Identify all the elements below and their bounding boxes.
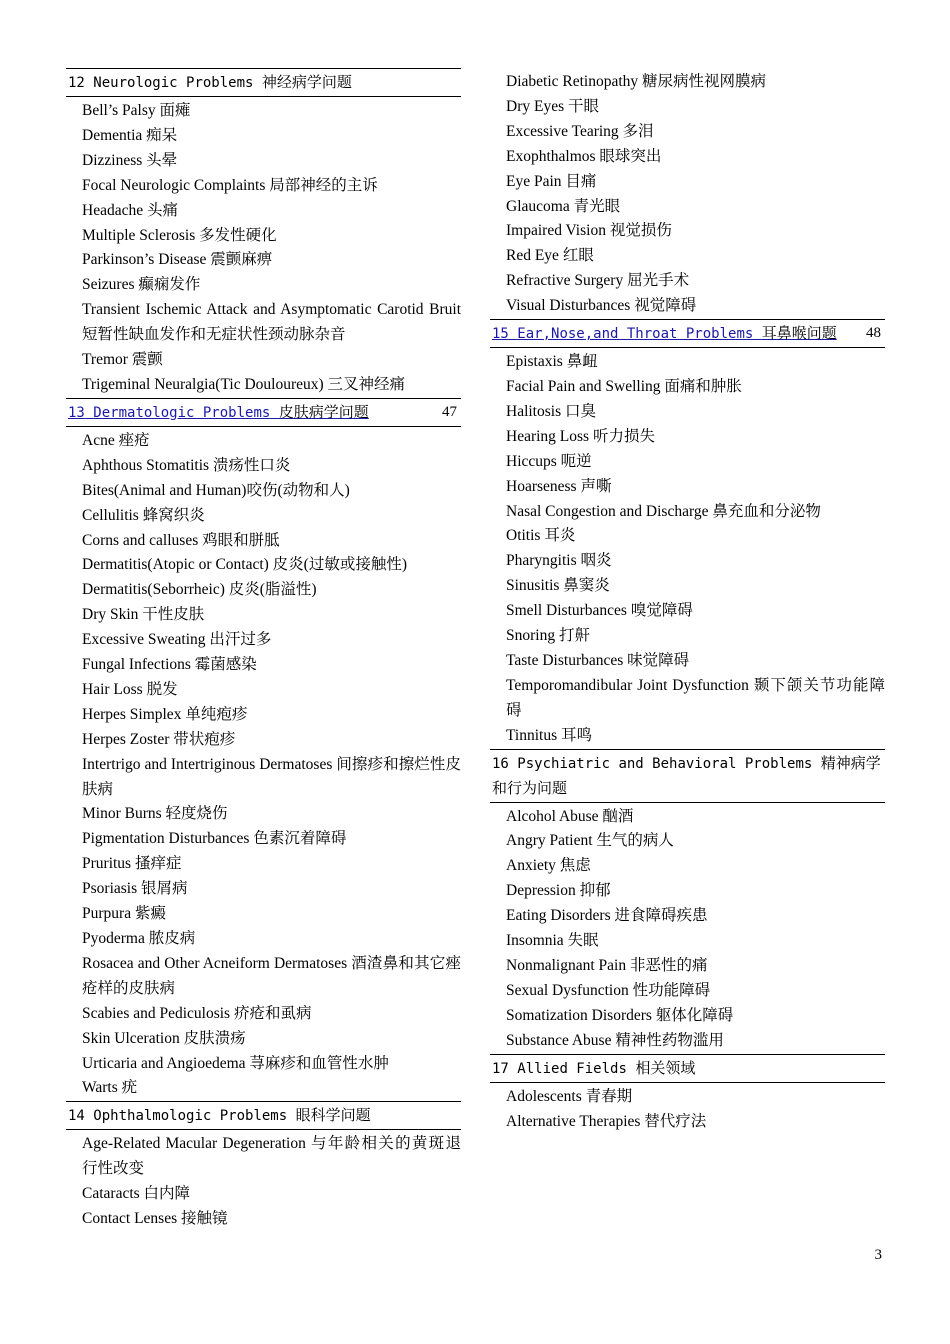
- topic-item: Angry Patient 生气的病人: [506, 832, 674, 850]
- topic-item: Excessive Tearing 多泪: [506, 122, 654, 140]
- section-number: 12: [68, 75, 85, 91]
- section-title-en: Neurologic Problems: [93, 75, 254, 91]
- topic-item: Dermatitis(Seborrheic) 皮炎(脂溢性): [82, 581, 317, 599]
- topic-item: Seizures 癫痫发作: [82, 276, 201, 294]
- topic-item: Pyoderma 脓皮病: [82, 930, 196, 947]
- topic-item: Red Eye 红眼: [506, 247, 594, 265]
- topic-item: Age-Related Macular Degeneration 与年龄相关的黄斑退行性改变: [82, 1135, 461, 1178]
- section-title-zh: 皮肤病学问题: [278, 402, 369, 421]
- topic-item: Corns and calluses 鸡眼和胼胝: [82, 531, 280, 549]
- topic-item: Herpes Zoster 带状疱疹: [82, 730, 236, 748]
- topic-item: Hearing Loss 听力损失: [506, 427, 655, 445]
- topic-item: Headache 头痛: [82, 201, 178, 219]
- topic-item: Tinnitus 耳鸣: [506, 726, 592, 744]
- topic-item: Otitis 耳炎: [506, 527, 576, 545]
- topic-list: [490, 803, 885, 1054]
- topic-list: [490, 348, 885, 749]
- topic-item: Adolescents 青春期: [506, 1087, 633, 1105]
- topic-item: Nonmalignant Pain 非恶性的痛: [506, 957, 708, 974]
- topic-item: Fungal Infections 霉菌感染: [82, 656, 257, 674]
- section-title-en: Ear,Nose,and Throat Problems: [517, 326, 754, 343]
- topic-item: Epistaxis 鼻衄: [506, 353, 598, 371]
- section: [490, 749, 885, 1054]
- section-number: 13: [68, 404, 85, 421]
- section-heading: [66, 68, 461, 97]
- section-page-number: 47: [442, 403, 457, 420]
- topic-item: Aphthous Stomatitis 溃疡性口炎: [82, 456, 291, 474]
- topic-item: Warts 疣: [82, 1079, 138, 1097]
- page-number: 3: [874, 1247, 882, 1263]
- topic-item: Acne 痤疮: [82, 431, 150, 449]
- topic-list: [66, 1130, 461, 1232]
- section-number: 17: [492, 1060, 509, 1077]
- topic-item: Alcohol Abuse 酗酒: [506, 807, 634, 825]
- topic-item: Eating Disorders 进食障碍疾患: [506, 907, 708, 925]
- topic-item: Rosacea and Other Acneiform Dermatoses 酒渣鼻和其它痤疮样的皮肤病: [82, 954, 461, 997]
- topic-item: Exophthalmos 眼球突出: [506, 147, 662, 165]
- topic-item: Depression 抑郁: [506, 882, 611, 900]
- topic-list: [66, 97, 461, 398]
- topic-item: Urticaria and Angioedema 荨麻疹和血管性水肿: [82, 1054, 389, 1072]
- topic-item: Parkinson’s Disease 震颤麻痹: [82, 251, 273, 269]
- topic-item: Pruritus 搔痒症: [82, 855, 182, 873]
- section-title-en: Dermatologic Problems: [93, 404, 271, 421]
- section-title: [492, 751, 883, 801]
- topic-item: Somatization Disorders 躯体化障碍: [506, 1006, 734, 1024]
- topic-item: Tremor 震颤: [82, 351, 163, 369]
- topic-list: [490, 68, 885, 319]
- topic-item: Nasal Congestion and Discharge 鼻充血和分泌物: [506, 502, 821, 520]
- section: [490, 319, 885, 749]
- section-heading[interactable]: [490, 319, 885, 348]
- section-number: 15: [492, 326, 509, 343]
- section-title-zh: 精神病学和行为问题: [492, 753, 881, 797]
- topic-item: Sinusitis 鼻窦炎: [506, 577, 610, 595]
- topic-item: Skin Ulceration 皮肤溃疡: [82, 1029, 246, 1047]
- topic-item: Scabies and Pediculosis 疥疮和虱病: [82, 1004, 312, 1022]
- topic-item: Dizziness 头晕: [82, 151, 178, 169]
- section-heading: [490, 749, 885, 803]
- section-number: 16: [492, 755, 509, 772]
- section-title-zh: 神经病学问题: [261, 73, 352, 91]
- topic-item: Sexual Dysfunction 性功能障碍: [506, 981, 711, 999]
- section: [66, 1101, 461, 1232]
- topic-item: Temporomandibular Joint Dysfunction 颞下颌关节功能障碍: [506, 676, 885, 719]
- section-title: [68, 70, 352, 95]
- section-heading[interactable]: [66, 398, 461, 427]
- topic-item: Snoring 打鼾: [506, 627, 590, 645]
- topic-item: Smell Disturbances 嗅觉障碍: [506, 602, 693, 620]
- topic-item: Facial Pain and Swelling 面痛和肿胀: [506, 377, 742, 395]
- section-number: 14: [68, 1108, 85, 1125]
- section-title: [68, 1103, 371, 1128]
- section-heading: [66, 1101, 461, 1130]
- topic-item: Contact Lenses 接触镜: [82, 1210, 228, 1228]
- topic-item: Herpes Simplex 单纯疱疹: [82, 705, 248, 723]
- topic-item: Dry Skin 干性皮肤: [82, 606, 205, 624]
- topic-item: Insomnia 失眠: [506, 932, 599, 950]
- topic-item: Halitosis 口臭: [506, 402, 596, 420]
- topic-item: Multiple Sclerosis 多发性硬化: [82, 226, 277, 244]
- section: [66, 398, 461, 1101]
- topic-item: Anxiety 焦虑: [506, 857, 591, 875]
- topic-item: Hiccups 呃逆: [506, 452, 592, 470]
- topic-item: Glaucoma 青光眼: [506, 197, 621, 215]
- topic-item: Refractive Surgery 屈光手术: [506, 272, 690, 290]
- topic-item: Substance Abuse 精神性药物滥用: [506, 1031, 724, 1049]
- topic-item: Focal Neurologic Complaints 局部神经的主诉: [82, 176, 378, 194]
- section-title-en: Ophthalmologic Problems: [93, 1108, 288, 1125]
- topic-item: Transient Ischemic Attack and Asymptomatic Carotid Bruit 短暂性缺血发作和无症状性颈动脉杂音: [82, 301, 461, 344]
- topic-item: Pharyngitis 咽炎: [506, 552, 612, 570]
- section: [490, 68, 885, 319]
- left-column: [66, 68, 461, 1232]
- section-title[interactable]: [492, 321, 837, 346]
- topic-item: Hoarseness 声嘶: [506, 477, 612, 495]
- topic-item: Impaired Vision 视觉损伤: [506, 222, 672, 240]
- topic-item: Bell’s Palsy 面瘫: [82, 102, 191, 119]
- section-title-zh: 相关领域: [635, 1058, 696, 1077]
- topic-item: Trigeminal Neuralgia(Tic Douloureux) 三叉神经痛: [82, 375, 406, 393]
- topic-list: [66, 427, 461, 1101]
- topic-item: Taste Disturbances 味觉障碍: [506, 651, 690, 669]
- topic-item: Minor Burns 轻度烧伤: [82, 805, 228, 823]
- section-title-en: Allied Fields: [517, 1060, 627, 1077]
- section-title-zh: 耳鼻喉问题: [761, 324, 837, 343]
- topic-item: Visual Disturbances 视觉障碍: [506, 297, 697, 315]
- section-heading: [490, 1054, 885, 1083]
- topic-item: Bites(Animal and Human)咬伤(动物和人): [82, 481, 350, 499]
- topic-item: Cellulitis 蜂窝织炎: [82, 506, 205, 524]
- topic-item: Diabetic Retinopathy 糖尿病性视网膜病: [506, 73, 767, 90]
- topic-item: Eye Pain 目痛: [506, 172, 597, 190]
- topic-item: Cataracts 白内障: [82, 1185, 191, 1203]
- topic-item: Intertrigo and Intertriginous Dermatoses 间擦疹和擦烂性皮肤病: [82, 755, 461, 798]
- section-title-zh: 眼科学问题: [295, 1106, 371, 1125]
- right-column: [490, 68, 885, 1134]
- topic-item: Pigmentation Disturbances 色素沉着障碍: [82, 830, 347, 848]
- topic-item: Dermatitis(Atopic or Contact) 皮炎(过敏或接触性): [82, 556, 408, 574]
- topic-item: Purpura 紫癜: [82, 905, 166, 923]
- section: [490, 1054, 885, 1135]
- topic-item: Hair Loss 脱发: [82, 680, 178, 698]
- topic-list: [490, 1083, 885, 1135]
- section: [66, 68, 461, 398]
- topic-item: Alternative Therapies 替代疗法: [506, 1112, 707, 1130]
- section-title: [492, 1056, 695, 1081]
- topic-item: Dementia 痴呆: [82, 126, 178, 144]
- topic-item: Excessive Sweating 出汗过多: [82, 631, 272, 649]
- section-page-number: 48: [866, 325, 881, 342]
- section-title[interactable]: [68, 400, 369, 425]
- topic-item: Psoriasis 银屑病: [82, 880, 188, 898]
- topic-item: Dry Eyes 干眼: [506, 97, 599, 115]
- section-title-en: Psychiatric and Behavioral Problems: [517, 755, 813, 772]
